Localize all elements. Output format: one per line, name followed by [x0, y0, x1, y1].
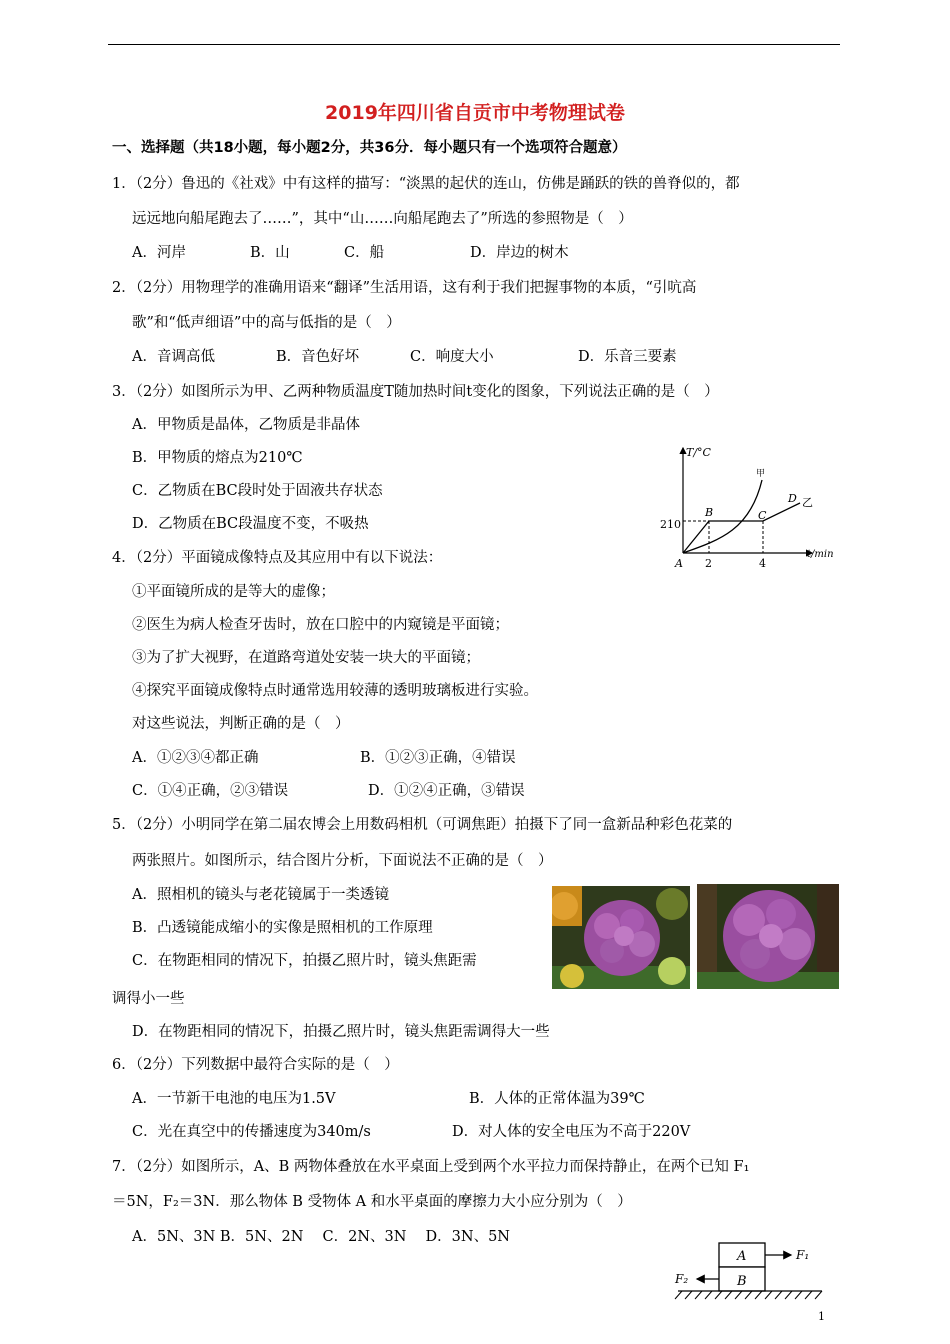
q5-option-d: D．在物距相同的情况下，拍摄乙照片时，镜头焦距需调得大一些	[132, 1024, 550, 1040]
q6-option-b: B．人体的正常体温为39℃	[469, 1091, 645, 1107]
q3-option-d: D．乙物质在BC段温度不变，不吸热	[132, 516, 369, 532]
cauliflower-photo-jia	[552, 886, 690, 989]
q4-option-c: C．①④正确，②③错误	[132, 783, 289, 799]
q3-option-a: A．甲物质是晶体，乙物质是非晶体	[132, 417, 360, 433]
q4-line1: 4．（2分）平面镜成像特点及其应用中有以下说法：	[112, 550, 443, 566]
q7-line1: 7．（2分）如图所示，A、B 两物体叠放在水平桌面上受到两个水平拉力而保持静止，在两个已知 F₁	[112, 1159, 750, 1175]
q1-line2: 远远地向船尾跑去了……”，其中“山……向船尾跑去了”所选的参照物是（ ）	[132, 211, 633, 227]
point-d-label: D	[788, 492, 797, 505]
section-heading: 一、选择题（共18小题，每小题2分，共36分．每小题只有一个选项符合题意）	[112, 140, 627, 156]
q6-option-d: D．对人体的安全电压为不高于220V	[452, 1124, 691, 1140]
stacked-blocks-figure	[670, 1236, 830, 1308]
q1-option-a: A．河岸	[132, 245, 186, 261]
series-jia-label: 甲	[756, 469, 766, 479]
q4-option-b: B．①②③正确，④错误	[360, 750, 516, 766]
q2-option-c: C．响度大小	[410, 349, 494, 365]
q4-option-a: A．①②③④都正确	[132, 750, 259, 766]
table-hatching	[675, 1291, 822, 1299]
q5-option-c-line1: C．在物距相同的情况下，拍摄乙照片时，镜头焦距需	[132, 953, 477, 969]
q6-line1: 6．（2分）下列数据中最符合实际的是（ ）	[112, 1057, 399, 1073]
q4-statement-2: ②医生为病人检查牙齿时，放在口腔中的内窥镜是平面镜；	[132, 617, 509, 633]
page-title: 2019年四川省自贡市中考物理试卷	[325, 102, 625, 124]
q2-option-a: A．音调高低	[132, 349, 215, 365]
q5-option-b: B．凸透镜能成缩小的实像是照相机的工作原理	[132, 920, 433, 936]
q2-option-d: D．乐音三要素	[578, 349, 677, 365]
q2-line2: 歌”和“低声细语”中的高与低指的是（ ）	[132, 315, 401, 331]
curve-jia	[683, 480, 762, 553]
q1-line1: 1．（2分）鲁迅的《社戏》中有这样的描写：“淡黑的起伏的连山，仿佛是踊跃的铁的兽脊似的，都	[112, 176, 740, 192]
x-tick-4: 4	[759, 557, 766, 570]
series-yi-label: 乙	[802, 496, 813, 509]
q5-line1: 5．（2分）小明同学在第二届农博会上用数码相机（可调焦距）拍摄下了同一盒新品种彩色花菜的	[112, 817, 733, 833]
q5-option-c-line2: 调得小一些	[112, 991, 185, 1007]
x-tick-2: 2	[705, 557, 712, 570]
y-tick-210: 210	[660, 518, 681, 531]
force-f2-label: F₂	[675, 1272, 689, 1286]
x-axis-label: t/min	[807, 549, 834, 560]
q1-option-c: C．船	[344, 245, 385, 261]
q7-options: A．5N、3N B．5N、2N C．2N、3N D．3N、5N	[132, 1229, 510, 1245]
q7-line2: ＝5N，F₂＝3N．那么物体 B 受物体 A 和水平桌面的摩擦力大小应分别为（ ）	[112, 1194, 632, 1210]
q5-line2: 两张照片。如图所示，结合图片分析，下面说法不正确的是（ ）	[132, 853, 553, 869]
q4-statement-1: ①平面镜所成的是等大的虚像；	[132, 584, 335, 600]
point-b-label: B	[705, 506, 714, 519]
y-axis-label: T/°C	[686, 446, 711, 459]
q4-question: 对这些说法，判断正确的是（ ）	[132, 716, 350, 732]
q5-option-a: A．照相机的镜头与老花镜属于一类透镜	[132, 887, 389, 903]
q4-statement-4: ④探究平面镜成像特点时通常选用较薄的透明玻璃板进行实验。	[132, 683, 538, 699]
q1-option-d: D．岸边的树木	[470, 245, 569, 261]
q2-line1: 2．（2分）用物理学的准确用语来“翻译”生活用语，这有利于我们把握事物的本质，“引吭高	[112, 280, 697, 296]
q3-option-c: C．乙物质在BC段时处于固液共存状态	[132, 483, 383, 499]
header-rule	[108, 44, 840, 45]
force-f1-label: F₁	[796, 1248, 810, 1262]
curve-yi	[683, 503, 800, 553]
block-a-label: A	[737, 1249, 747, 1264]
q3-line1: 3．（2分）如图所示为甲、乙两种物质温度T随加热时间t变化的图象，下列说法正确的是（ ）	[112, 384, 719, 400]
q6-option-c: C．光在真空中的传播速度为340m/s	[132, 1124, 371, 1140]
q3-option-b: B．甲物质的熔点为210℃	[132, 450, 303, 466]
page-number: 1	[818, 1310, 825, 1323]
q1-option-b: B．山	[250, 245, 290, 261]
point-c-label: C	[758, 509, 767, 522]
q2-option-b: B．音色好坏	[276, 349, 360, 365]
cauliflower-photo-yi	[697, 884, 839, 989]
q4-option-d: D．①②④正确，③错误	[368, 783, 525, 799]
q4-statement-3: ③为了扩大视野，在道路弯道处安装一块大的平面镜；	[132, 650, 480, 666]
point-a-label: A	[675, 557, 683, 570]
q6-option-a: A．一节新干电池的电压为1.5V	[132, 1091, 336, 1107]
block-b-label: B	[737, 1274, 747, 1289]
temperature-time-graph	[650, 440, 850, 575]
